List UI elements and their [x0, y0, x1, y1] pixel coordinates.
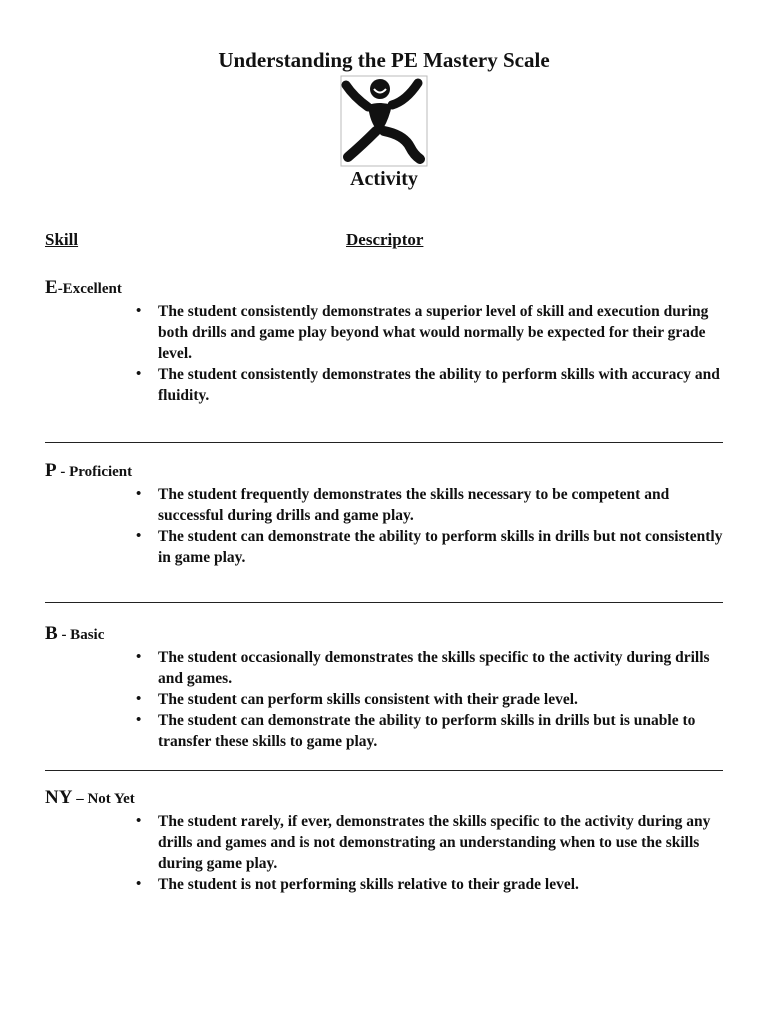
running-figure-icon — [340, 75, 428, 167]
level-code: P — [45, 460, 57, 481]
list-item: • The student consistently demonstrates the ability to perform skills with accuracy and fluidity. — [158, 364, 725, 406]
descriptor-list — [45, 647, 725, 752]
list-item: • The student can demonstrate the ability to perform skills in drills but not consistently in game play. — [158, 526, 725, 568]
divider — [45, 770, 723, 771]
level-heading — [45, 788, 725, 809]
skill-column-header: Skill — [45, 230, 79, 249]
page-title: Understanding the PE Mastery Scale — [218, 48, 550, 72]
level-code: NY — [45, 787, 73, 808]
level-label: – Not Yet — [72, 791, 135, 807]
descriptor-column-header: Descriptor — [346, 230, 424, 249]
level-label: - Basic — [57, 627, 105, 643]
descriptor-list — [45, 484, 725, 568]
level-label: -Excellent — [57, 281, 122, 297]
list-item: • The student rarely, if ever, demonstrates the skills specific to the activity during any drills and games and is not demonstrating an understanding when to use the skills during game play. — [158, 811, 725, 874]
list-item: • The student occasionally demonstrates the skills specific to the activity during drills and games. — [158, 647, 725, 689]
list-item: • The student can demonstrate the ability to perform skills in drills but is unable to transfer these skills to game play. — [158, 710, 725, 752]
list-item: • The student frequently demonstrates the skills necessary to be competent and successful during drills and game play. — [158, 484, 725, 526]
list-item: • The student can perform skills consistent with their grade level. — [158, 689, 725, 710]
level-proficient — [45, 461, 725, 568]
level-code: B — [45, 623, 58, 644]
descriptor-list — [45, 811, 725, 895]
level-heading — [45, 278, 725, 299]
level-heading — [45, 624, 725, 645]
level-not-yet — [45, 788, 725, 895]
divider — [45, 442, 723, 443]
level-excellent — [45, 278, 725, 406]
level-basic — [45, 624, 725, 752]
level-code: E — [45, 277, 58, 298]
divider — [45, 602, 723, 603]
list-item: • The student is not performing skills relative to their grade level. — [158, 874, 725, 895]
level-label: - Proficient — [56, 464, 133, 480]
list-item: • The student consistently demonstrates a superior level of skill and execution during both drills and game play beyond what would normally be expected for their grade level. — [158, 301, 725, 364]
descriptor-list — [45, 301, 725, 406]
activity-heading: Activity — [350, 168, 418, 190]
level-heading — [45, 461, 725, 482]
